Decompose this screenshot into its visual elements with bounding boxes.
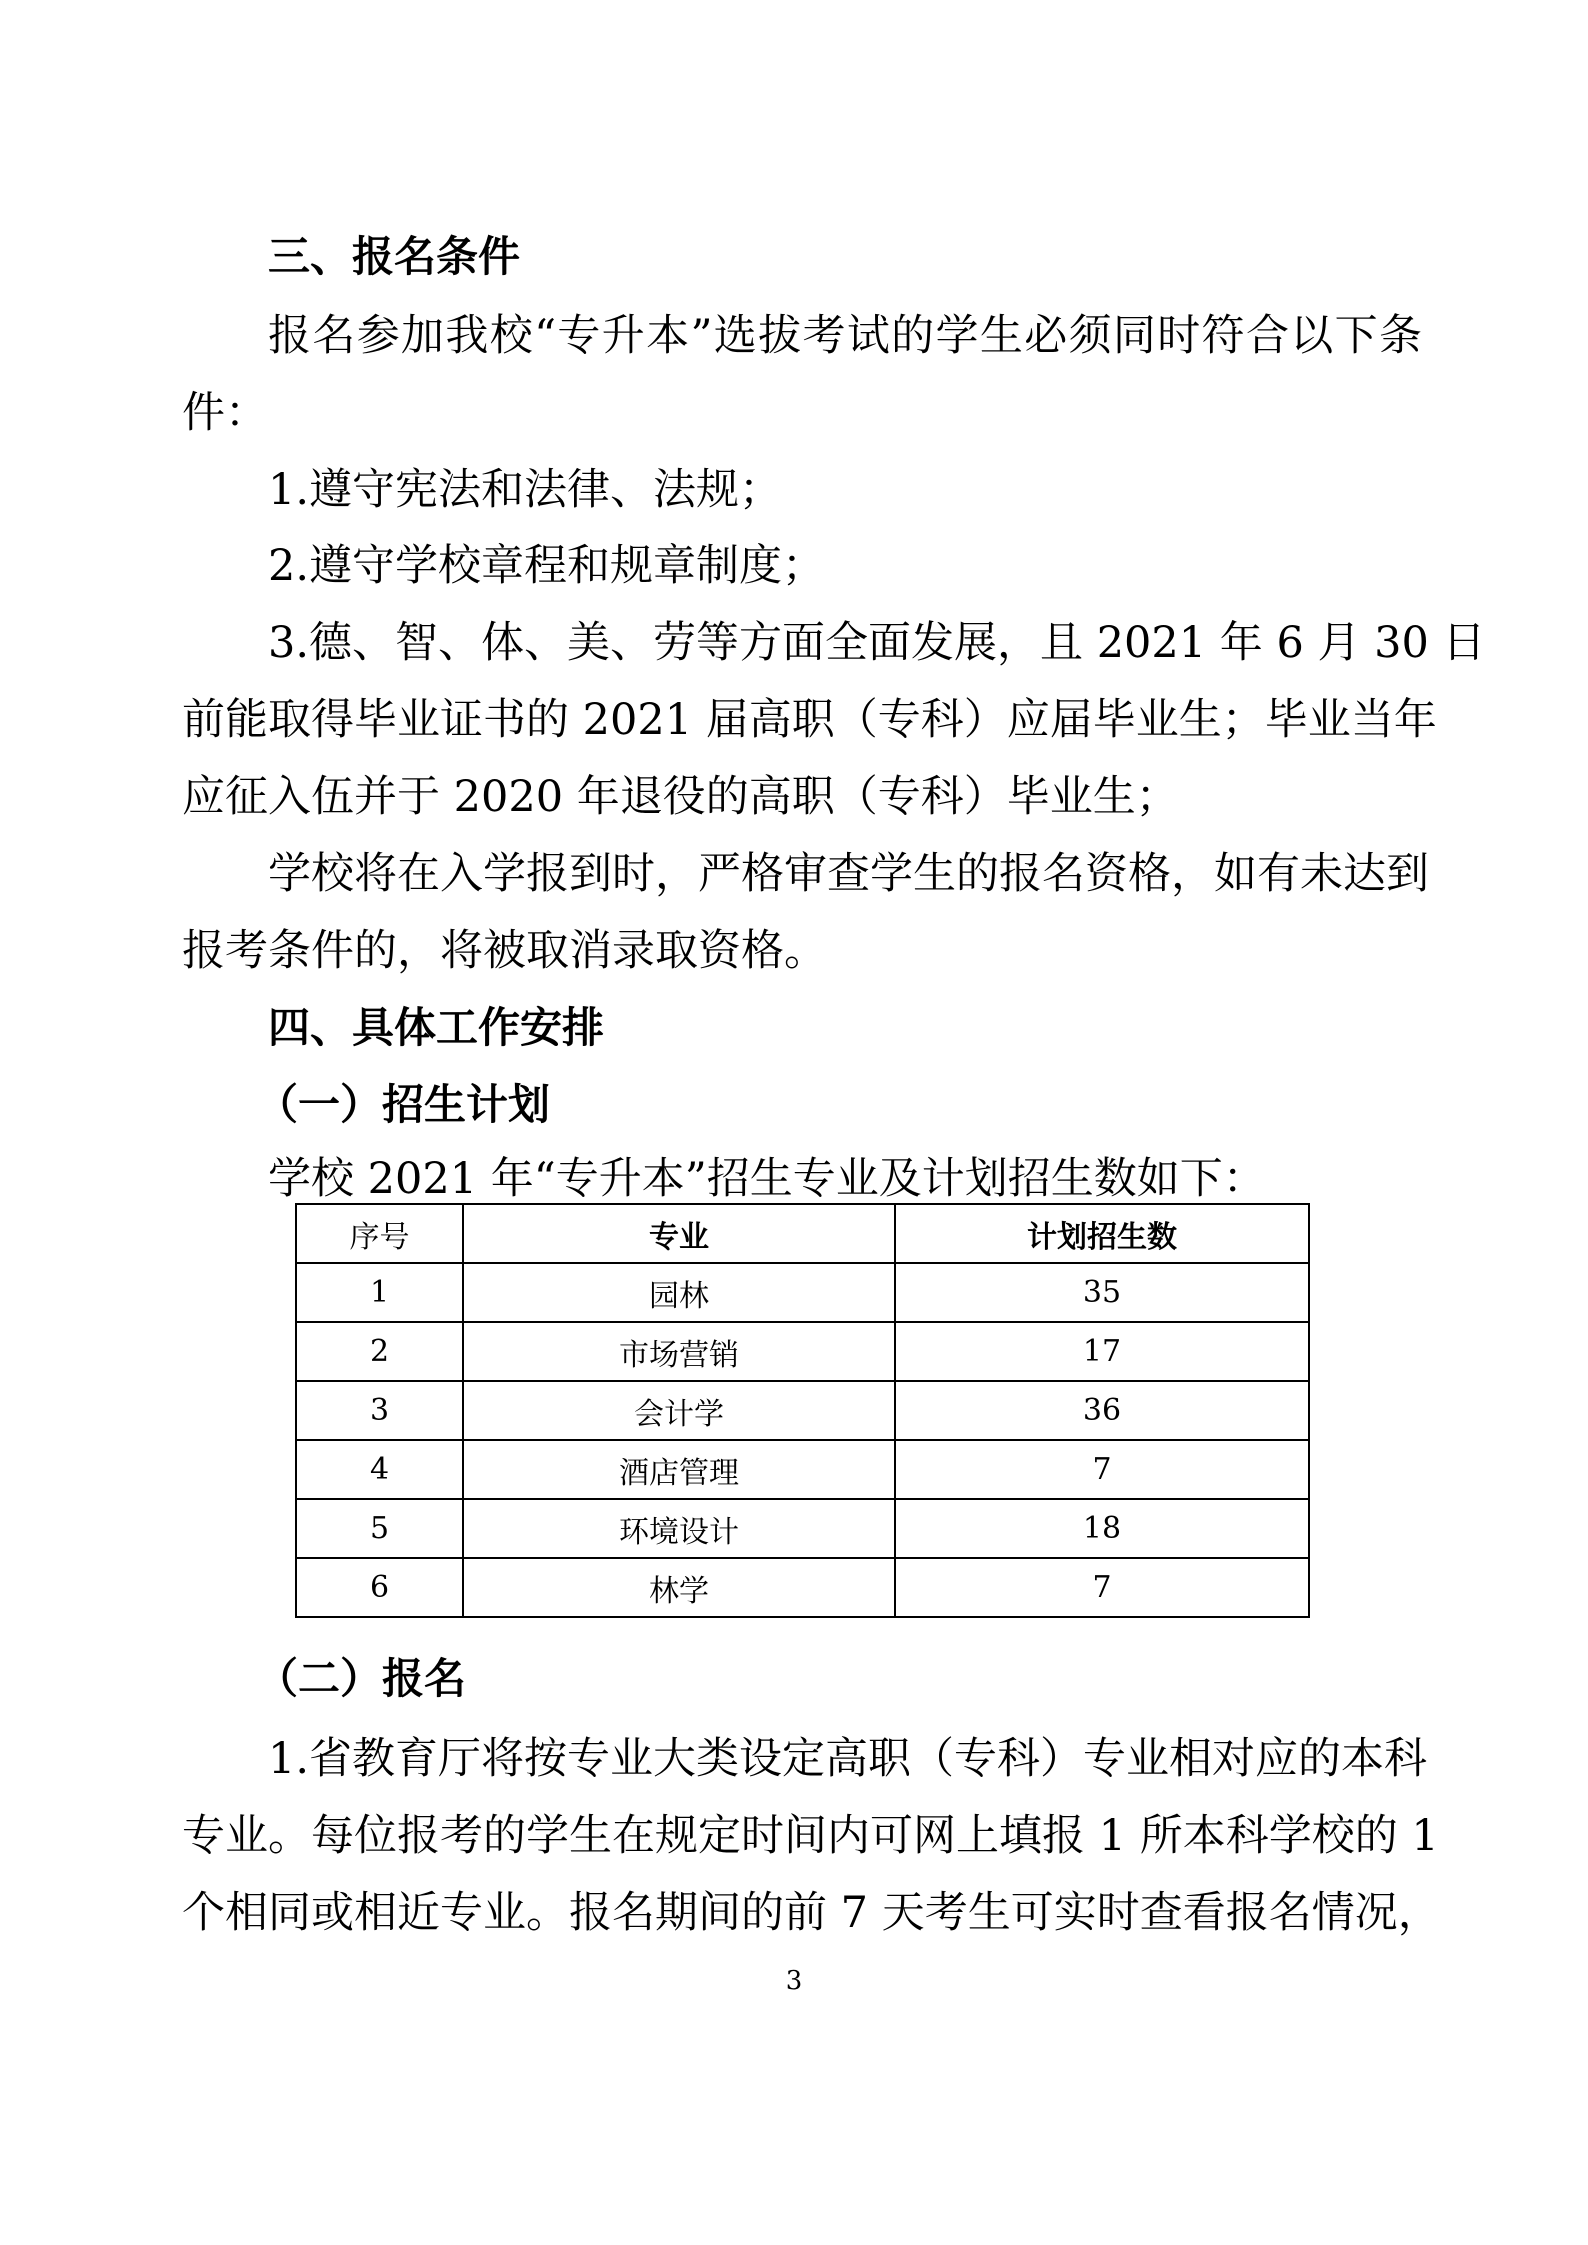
section-4-heading: 四、具体工作安排 (268, 1003, 605, 1052)
list-item: 2.遵守学校章程和规章制度； (268, 541, 826, 591)
paragraph-line: 学校 2021 年“专升本”招生专业及计划招生数如下： (268, 1154, 1266, 1204)
paragraph-line: 报考条件的，将被取消录取资格。 (182, 926, 827, 976)
paragraph-line: 个相同或相近专业。报名期间的前 7 天考生可实时查看报名情况， (182, 1888, 1441, 1938)
table-header-row (296, 1204, 1309, 1263)
enrollment-plan-table (295, 1203, 1310, 1618)
table-cell: 17 (895, 1322, 1309, 1381)
paragraph-line: 专业。每位报考的学生在规定时间内可网上填报 1 所本科学校的 1 (182, 1811, 1439, 1861)
table-cell: 环境设计 (463, 1499, 895, 1558)
table-row (296, 1381, 1309, 1440)
section-3-heading: 三、报名条件 (268, 232, 521, 281)
list-item: 1.遵守宪法和法律、法规； (268, 465, 783, 515)
table-row (296, 1499, 1309, 1558)
table-row (296, 1263, 1309, 1322)
paragraph-line: 1.省教育厅将按专业大类设定高职（专科）专业相对应的本科 (268, 1734, 1428, 1784)
table-cell: 4 (296, 1440, 463, 1499)
paragraph-line: 件： (182, 388, 268, 438)
table-cell: 会计学 (463, 1381, 895, 1440)
table-cell: 18 (895, 1499, 1309, 1558)
table-cell: 市场营销 (463, 1322, 895, 1381)
table-cell: 36 (895, 1381, 1309, 1440)
paragraph-line: 应征入伍并于 2020 年退役的高职（专科）毕业生； (182, 772, 1179, 822)
table-row (296, 1322, 1309, 1381)
column-header: 专业 (463, 1204, 895, 1263)
table-cell: 酒店管理 (463, 1440, 895, 1499)
column-header: 序号 (296, 1204, 463, 1263)
paragraph-line: 前能取得毕业证书的 2021 届高职（专科）应届毕业生；毕业当年 (182, 695, 1437, 745)
subsection-heading: （二）报名 (256, 1654, 467, 1703)
table-cell: 6 (296, 1558, 463, 1617)
table-cell: 林学 (463, 1558, 895, 1617)
paragraph-line: 报名参加我校“专升本”选拔考试的学生必须同时符合以下条 (268, 311, 1422, 361)
column-header: 计划招生数 (895, 1204, 1309, 1263)
list-item: 3.德、智、体、美、劳等方面全面发展，且 2021 年 6 月 30 日 (268, 618, 1486, 668)
table-cell: 7 (895, 1558, 1309, 1617)
table-cell: 2 (296, 1322, 463, 1381)
table-row (296, 1440, 1309, 1499)
table-cell: 35 (895, 1263, 1309, 1322)
table-cell: 1 (296, 1263, 463, 1322)
page-number: 3 (785, 1966, 803, 1996)
table-cell: 园林 (463, 1263, 895, 1322)
table-cell: 5 (296, 1499, 463, 1558)
table-cell: 3 (296, 1381, 463, 1440)
table-cell: 7 (895, 1440, 1309, 1499)
paragraph-line: 学校将在入学报到时，严格审查学生的报名资格，如有未达到 (268, 849, 1429, 899)
table-row (296, 1558, 1309, 1617)
subsection-heading: （一）招生计划 (256, 1080, 551, 1129)
